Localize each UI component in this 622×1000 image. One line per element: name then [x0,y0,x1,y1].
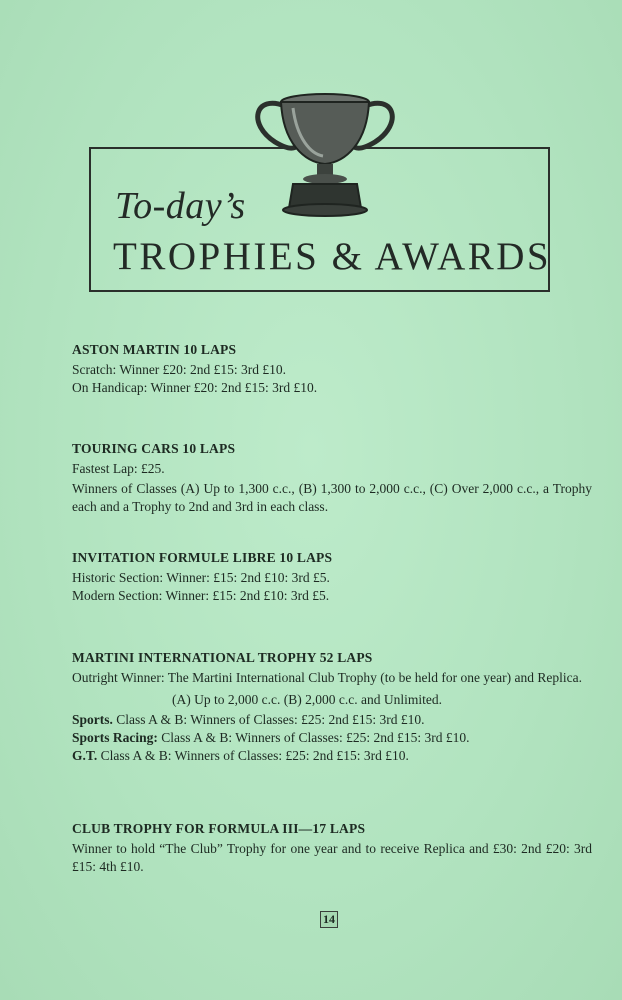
class-text: Class A & B: Winners of Classes: £25: 2nd £15: 3rd £10. [112,712,425,727]
header-title-large: TROPHIES & AWARDS [113,235,552,278]
award-line: Fastest Lap: £25. [72,461,165,476]
class-text: Class A & B: Winners of Classes: £25: 2nd £15: 3rd £10. [157,730,470,745]
award-line: Historic Section: Winner: £15: 2nd £10: 3rd £5. [72,570,330,585]
section-heading: CLUB TROPHY FOR FORMULA III—17 LAPS [72,821,366,836]
outright-winner-line: Outright Winner: The Martini International Club Trophy (to be held for one year) and Replica. [72,670,582,685]
class-label: G.T. [72,748,98,763]
section-heading: TOURING CARS 10 LAPS [72,441,236,456]
section-aston-martin [72,341,592,397]
section-heading: ASTON MARTIN 10 LAPS [72,342,237,357]
award-line: Scratch: Winner £20: 2nd £15: 3rd £10. [72,362,287,377]
header-title-small: To-day’s [115,185,246,227]
section-formule-libre [72,549,592,605]
section-touring-cars [72,440,592,516]
section-heading: MARTINI INTERNATIONAL TROPHY 52 LAPS [72,650,373,665]
class-row [72,711,592,729]
page-number: 14 [320,911,338,928]
award-line: Winner to hold “The Club” Trophy for one year and to receive Replica and £30: 2nd £20: 3rd £15: 4th £10. [72,841,592,874]
class-row [72,747,592,765]
section-martini-trophy [72,649,592,765]
class-label: Sports. [72,712,113,727]
class-row [72,729,592,747]
trophy-cup-icon [245,84,405,224]
class-label: Sports Racing: [72,730,158,745]
award-line: Modern Section: Winner: £15: 2nd £10: 3rd £5. [72,588,330,603]
award-line: Winners of Classes (A) Up to 1,300 c.c., (B) 1,300 to 2,000 c.c., (C) Over 2,000 c.c., a Trophy each and a Trophy to 2nd and 3rd in each class. [72,481,592,514]
award-line: On Handicap: Winner £20: 2nd £15: 3rd £10. [72,380,318,395]
section-heading: INVITATION FORMULE LIBRE 10 LAPS [72,550,333,565]
classes-note: (A) Up to 2,000 c.c. (B) 2,000 c.c. and Unlimited. [172,692,442,707]
section-club-trophy [72,820,592,876]
class-text: Class A & B: Winners of Classes: £25: 2nd £15: 3rd £10. [97,748,409,763]
